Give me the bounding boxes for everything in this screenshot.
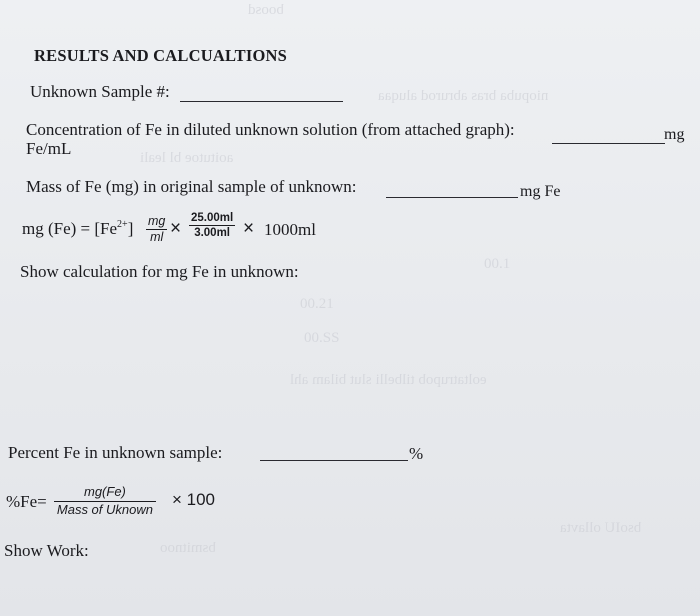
worksheet-page: boosd aoitutoe bl leali niopuba bras abrurod aluqaa eoltatrupob tilbelli slut bilam ahl bsoIU ollavta bsmitnoo 00.21 00.SS 00.1 RESULTS AND CALCUALTIONS Unknown Sample #: Concentration of Fe in diluted unknown solution (from attached graph): mg Fe/mL Mass of Fe (mg) in original sample of unknown: mg Fe mg $(Fe) = [Fe^{2+}]$ $\frac{mg}{ml}$ × $\frac{25.00ml}{3.00ml}$ × 1000ml Show calculation for mg Fe in unknown: Percent Fe in unknown sample: % %Fe= mg(Fe) Mass of Uknown × 100 Show Work: [4,2,685,560]
unknown-sample-blank[interactable] [180,101,343,102]
fraction-25ml: 25.00ml [189,212,235,226]
fraction-ml: ml [150,230,164,245]
formula-bracket: ] [127,219,134,238]
section-heading: RESULTS AND CALCUALTIONS [34,46,288,65]
formula-tail: 1000ml [264,220,316,239]
percent-formula-lhs: %Fe= [6,492,47,511]
mass-fe-blank[interactable] [386,197,518,198]
mass-fe-label: Mass of Fe (mg) in original sample of unknown: [26,177,357,196]
unknown-sample-label: Unknown Sample #: [30,82,170,101]
fraction-mg-fe: mg(Fe) [54,485,156,502]
fraction-mass-unknown: Mass of Uknown [56,501,153,517]
percent-fe-blank[interactable] [260,460,408,461]
concentration-blank[interactable] [552,143,665,144]
percent-fraction [54,485,156,516]
percent-formula-tail: × 100 [172,490,216,509]
times-sign-1: × [170,218,182,239]
dilution-fraction [189,212,235,239]
concentration-fraction [146,215,167,244]
show-work-label: Show Work: [4,541,89,560]
formula-charge: 2+ [117,219,128,230]
concentration-unit: mg [664,126,685,143]
concentration-label: Concentration of Fe in diluted unknown solution (from attached graph): [26,120,515,139]
concentration-unit-line2: Fe/mL [26,139,72,158]
mass-fe-unit: mg Fe [520,183,561,200]
formula-lhs: mg (Fe) = [Fe [22,219,118,238]
percent-unit: % [409,444,424,463]
fraction-3ml: 3.00ml [194,227,230,240]
times-sign-2: × [243,218,255,239]
show-calculation-label: Show calculation for mg Fe in unknown: [20,262,299,281]
fraction-mg: mg [146,215,167,230]
percent-fe-label: Percent Fe in unknown sample: [8,443,223,462]
